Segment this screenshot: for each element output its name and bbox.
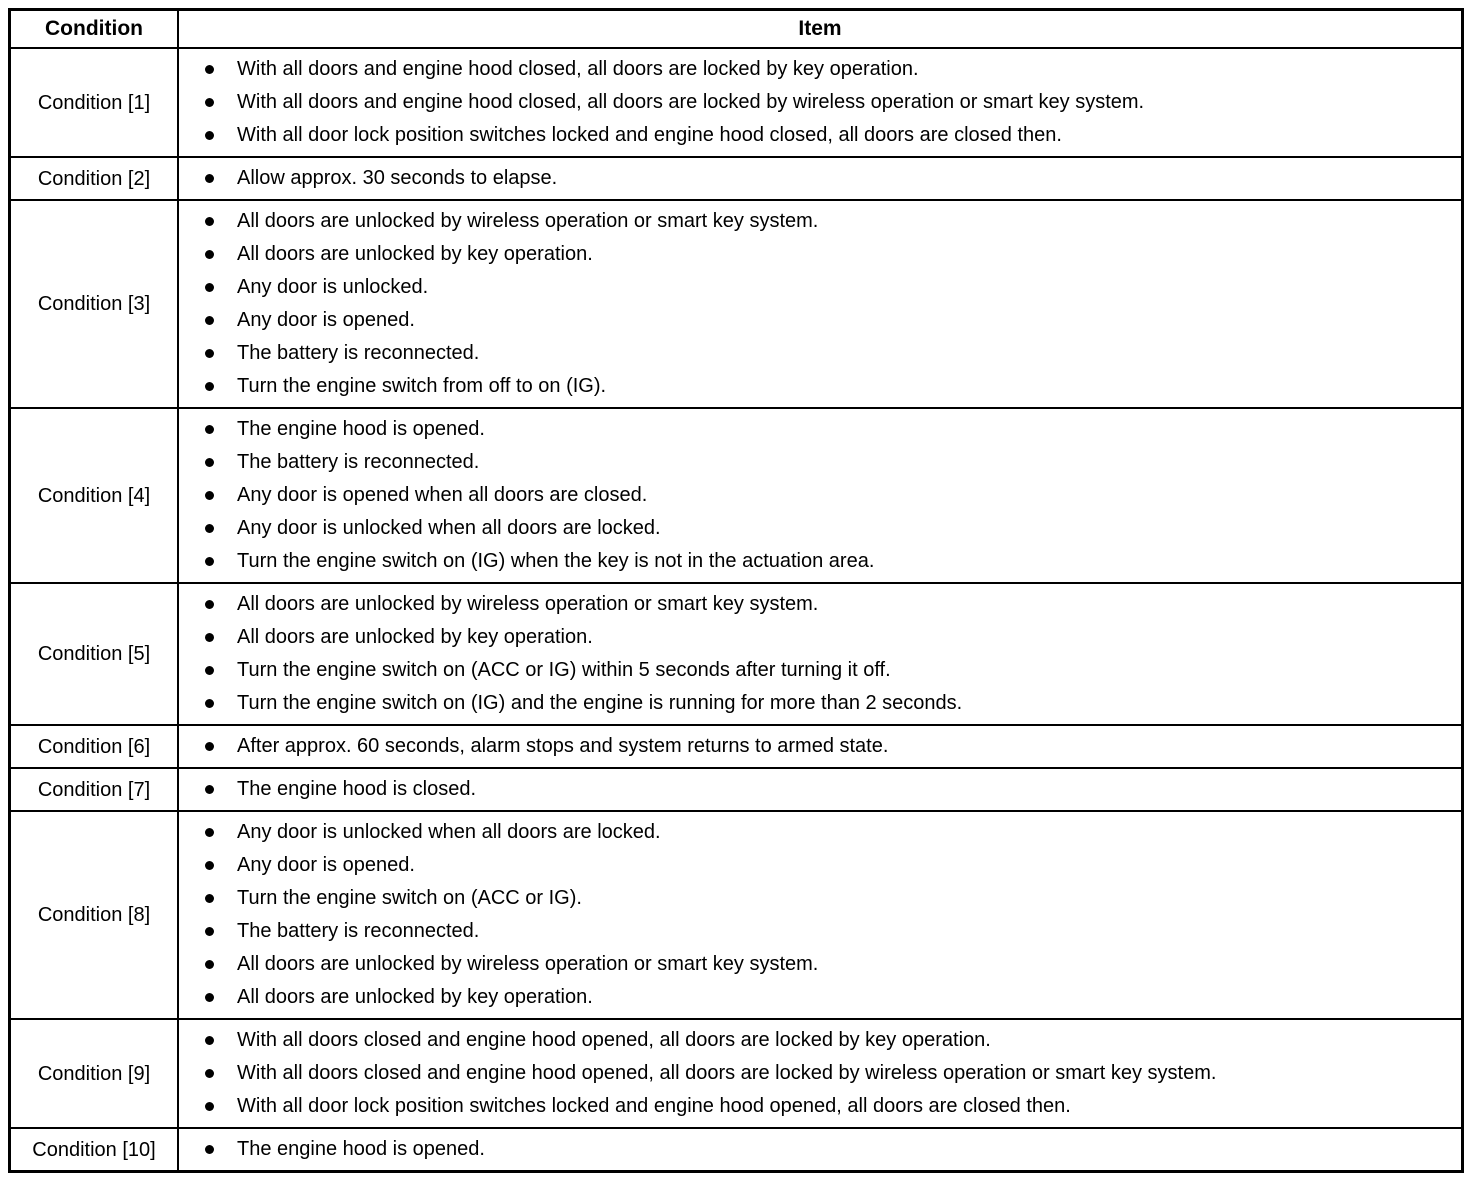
item-text: Turn the engine switch from off to on (IG).	[237, 375, 607, 397]
item-text: The battery is reconnected.	[237, 342, 480, 364]
item-cell	[178, 157, 1463, 200]
item-cell	[178, 725, 1463, 768]
list-item	[179, 981, 1451, 1014]
list-item	[179, 413, 1451, 446]
bullet-icon	[205, 960, 214, 969]
list-item	[179, 119, 1451, 152]
bullet-icon	[205, 861, 214, 870]
bullet-icon	[205, 894, 214, 903]
list-item	[179, 915, 1451, 948]
bullet-icon	[205, 382, 214, 391]
item-text: Any door is unlocked when all doors are locked.	[237, 821, 661, 843]
condition-label: Condition [8]	[10, 811, 179, 1019]
condition-label: Condition [2]	[10, 157, 179, 200]
item-text: Any door is unlocked.	[237, 276, 429, 298]
bullet-icon	[205, 666, 214, 675]
list-item	[179, 545, 1451, 578]
item-text: All doors are unlocked by key operation.	[237, 243, 593, 265]
table-row	[10, 1019, 1463, 1128]
list-item	[179, 53, 1451, 86]
item-text: All doors are unlocked by wireless operation or smart key system.	[237, 953, 819, 975]
list-item	[179, 588, 1451, 621]
list-item	[179, 512, 1451, 545]
list-item	[179, 1133, 1451, 1166]
item-text: Any door is opened.	[237, 854, 415, 876]
item-text: All doors are unlocked by wireless operation or smart key system.	[237, 210, 819, 232]
bullet-icon	[205, 699, 214, 708]
list-item	[179, 687, 1451, 720]
bullet-icon	[205, 174, 214, 183]
item-text: Any door is opened.	[237, 309, 415, 331]
list-item	[179, 730, 1451, 763]
condition-label: Condition [6]	[10, 725, 179, 768]
item-cell	[178, 811, 1463, 1019]
bullet-icon	[205, 349, 214, 358]
bullet-icon	[205, 557, 214, 566]
item-text: With all doors and engine hood closed, all doors are locked by wireless operation or smart key system.	[237, 91, 1145, 113]
item-cell	[178, 768, 1463, 811]
bullet-icon	[205, 217, 214, 226]
list-item	[179, 162, 1451, 195]
condition-label: Condition [5]	[10, 583, 179, 725]
item-text: Any door is unlocked when all doors are locked.	[237, 517, 661, 539]
table-row	[10, 408, 1463, 583]
bullet-icon	[205, 785, 214, 794]
item-text: With all door lock position switches locked and engine hood opened, all doors are closed then.	[237, 1095, 1071, 1117]
item-text: The engine hood is opened.	[237, 418, 485, 440]
list-item	[179, 816, 1451, 849]
condition-item-table	[8, 8, 1464, 1173]
item-text: The battery is reconnected.	[237, 451, 480, 473]
table-body	[10, 48, 1463, 1172]
item-text: With all doors closed and engine hood opened, all doors are locked by key operation.	[237, 1029, 991, 1051]
list-item	[179, 1024, 1451, 1057]
condition-label: Condition [9]	[10, 1019, 179, 1128]
table-row	[10, 48, 1463, 157]
table-row	[10, 768, 1463, 811]
bullet-icon	[205, 1145, 214, 1154]
list-item	[179, 773, 1451, 806]
list-item	[179, 849, 1451, 882]
bullet-icon	[205, 1102, 214, 1111]
list-item	[179, 882, 1451, 915]
list-item	[179, 238, 1451, 271]
list-item	[179, 446, 1451, 479]
condition-label: Condition [10]	[10, 1128, 179, 1172]
item-cell	[178, 1019, 1463, 1128]
list-item	[179, 304, 1451, 337]
table-row	[10, 157, 1463, 200]
list-item	[179, 1090, 1451, 1123]
bullet-icon	[205, 425, 214, 434]
item-text: The battery is reconnected.	[237, 920, 480, 942]
item-text: With all doors closed and engine hood opened, all doors are locked by wireless operation or smart key system.	[237, 1062, 1217, 1084]
table-row	[10, 725, 1463, 768]
item-text: All doors are unlocked by key operation.	[237, 626, 593, 648]
condition-label: Condition [7]	[10, 768, 179, 811]
item-text: Turn the engine switch on (IG) and the engine is running for more than 2 seconds.	[237, 692, 963, 714]
bullet-icon	[205, 1069, 214, 1078]
item-text: Turn the engine switch on (ACC or IG) within 5 seconds after turning it off.	[237, 659, 891, 681]
condition-label: Condition [3]	[10, 200, 179, 408]
bullet-icon	[205, 828, 214, 837]
list-item	[179, 86, 1451, 119]
list-item	[179, 479, 1451, 512]
item-cell	[178, 200, 1463, 408]
item-cell	[178, 583, 1463, 725]
bullet-icon	[205, 458, 214, 467]
item-text: All doors are unlocked by key operation.	[237, 986, 593, 1008]
item-text: Allow approx. 30 seconds to elapse.	[237, 167, 558, 189]
item-text: Turn the engine switch on (IG) when the key is not in the actuation area.	[237, 550, 875, 572]
table-row	[10, 200, 1463, 408]
item-cell	[178, 1128, 1463, 1172]
table-row	[10, 811, 1463, 1019]
item-column-header: Item	[178, 10, 1463, 49]
table-row	[10, 583, 1463, 725]
bullet-icon	[205, 1036, 214, 1045]
list-item	[179, 271, 1451, 304]
item-text: The engine hood is closed.	[237, 778, 477, 800]
list-item	[179, 948, 1451, 981]
item-text: Turn the engine switch on (ACC or IG).	[237, 887, 582, 909]
list-item	[179, 205, 1451, 238]
item-text: With all doors and engine hood closed, all doors are locked by key operation.	[237, 58, 919, 80]
condition-column-header: Condition	[10, 10, 179, 49]
bullet-icon	[205, 283, 214, 292]
bullet-icon	[205, 98, 214, 107]
item-text: Any door is opened when all doors are closed.	[237, 484, 648, 506]
list-item	[179, 621, 1451, 654]
bullet-icon	[205, 927, 214, 936]
bullet-icon	[205, 993, 214, 1002]
bullet-icon	[205, 633, 214, 642]
list-item	[179, 1057, 1451, 1090]
bullet-icon	[205, 131, 214, 140]
bullet-icon	[205, 524, 214, 533]
bullet-icon	[205, 742, 214, 751]
list-item	[179, 654, 1451, 687]
bullet-icon	[205, 65, 214, 74]
item-text: With all door lock position switches locked and engine hood closed, all doors are closed then.	[237, 124, 1062, 146]
item-cell	[178, 408, 1463, 583]
list-item	[179, 337, 1451, 370]
bullet-icon	[205, 250, 214, 259]
item-cell	[178, 48, 1463, 157]
item-text: All doors are unlocked by wireless operation or smart key system.	[237, 593, 819, 615]
table-header-row	[10, 10, 1463, 49]
bullet-icon	[205, 600, 214, 609]
table-row	[10, 1128, 1463, 1172]
item-text: After approx. 60 seconds, alarm stops and system returns to armed state.	[237, 735, 889, 757]
list-item	[179, 370, 1451, 403]
item-text: The engine hood is opened.	[237, 1138, 485, 1160]
bullet-icon	[205, 491, 214, 500]
condition-label: Condition [1]	[10, 48, 179, 157]
bullet-icon	[205, 316, 214, 325]
condition-label: Condition [4]	[10, 408, 179, 583]
